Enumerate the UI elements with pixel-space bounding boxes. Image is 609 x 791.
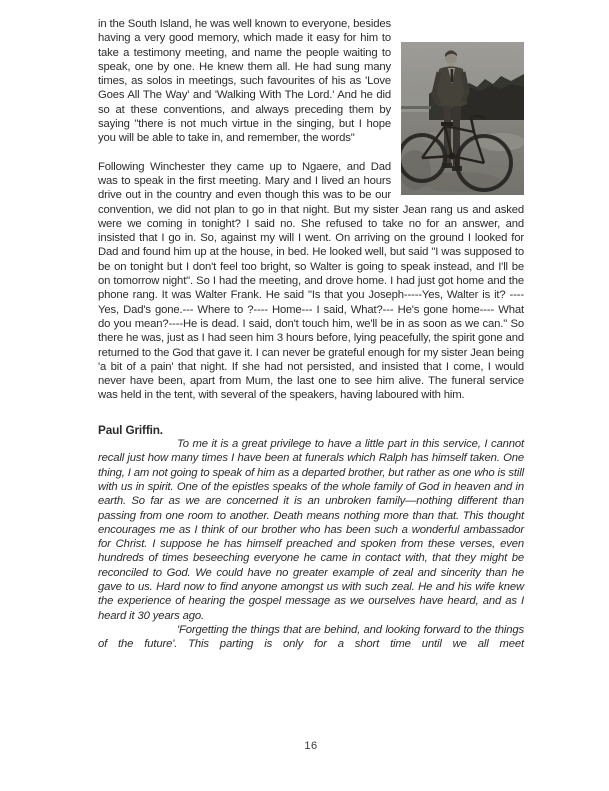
paragraph-tribute: To me it is a great privilege to have a little part in this service, I cannot recall just how many times I have been at funerals which Ralph has himself taken. One thing, I am not going to speak of him as a departed brother, but rather as one who is still with us in spirit. One of the epistles speaks of the whole family of God in heaven and in earth. So far as we are concerned it is an unbroken family—nothing different than passing from one room to another. Death means nothing more than that. This thought encourages me as I think of our brother who has been such a wonderful ambassador for Christ. I suppose he has himself preached and spoken from these verses, even hundreds of times beseeching everyone he came in contact with, that they might be reconciled to God. We could have no greater example of zeal and sincerity than he gave to us. Hard now to find anyone amongst us with such zeal. He and his wife knew the experience of hearing the gospel message as we ourselves have heard, and as I heard it 30 years ago. xyxy=(98,438,524,622)
page-content xyxy=(98,17,524,651)
portrait-photo xyxy=(401,17,524,195)
paragraph-south-island: in the South Island, he was well known to everyone, besides having a very good memory, which made it easy for him to take a testimony meeting, and name the people waiting to speak, one by one. He knew them all. He had sung many times, as solos in meetings, such favourites of his as 'Love Goes All The Way' and 'Walking With The Lord.' And he did so at these conventions, and always preceding them by saying "there is not much virtue in the singing, but I hope you will be able to take in, and remember, the words" xyxy=(98,18,391,145)
speaker-heading-paul-griffin: Paul Griffin. xyxy=(98,422,163,437)
paragraph-forgetting-quote: 'Forgetting the things that are behind, and looking forward to the things of the future'. This parting is only for a short time until we all meet xyxy=(98,623,524,651)
man-with-bicycle-photo xyxy=(401,42,524,195)
paragraph-following-winchester: Following Winchester they came up to Ngaere, and Dad was to speak in the first meeting. Mary and I lived an hours drive out in the country and even though this was to be our convention, we did not plan to go in that night. But my sister Jean rang us and asked were we coming in tonight? I said no. She refused to take no for an answer, and insisted that I go in. So, against my will I went. On arriving on the ground I looked for Dad and found him up at the house, in bed. He looked well, but said "I was supposed to be on tonight but I don't feel too bright, so Walter is going to speak instead, and I'll be on tomorrow night". So I had the meeting, and drove home. I had just got home and the phone rang. It was Walter Frank. He said "Is that you Joseph-----Yes, Walter is it? ----Yes, Dad's gone.--- Where to ?---- Home--- I said, What?--- He's gone home---- What do you mean?----He is dead. I said, don't touch him, we'll be in as soon as we can." So there he was, just as I had seen him 3 hours before, lying peacefully, the spirit gone and returned to the God that gave it. I can never be grateful enough for my sister Jean being 'a bit of a pain' that night. If she had not persisted, and insisted that I come, I would never have been, apart from Mum, the last one to see him alive. The funeral service was held in the tent, with several of the speakers, having laboured with him. xyxy=(98,160,524,402)
page-number: 16 xyxy=(304,740,318,752)
